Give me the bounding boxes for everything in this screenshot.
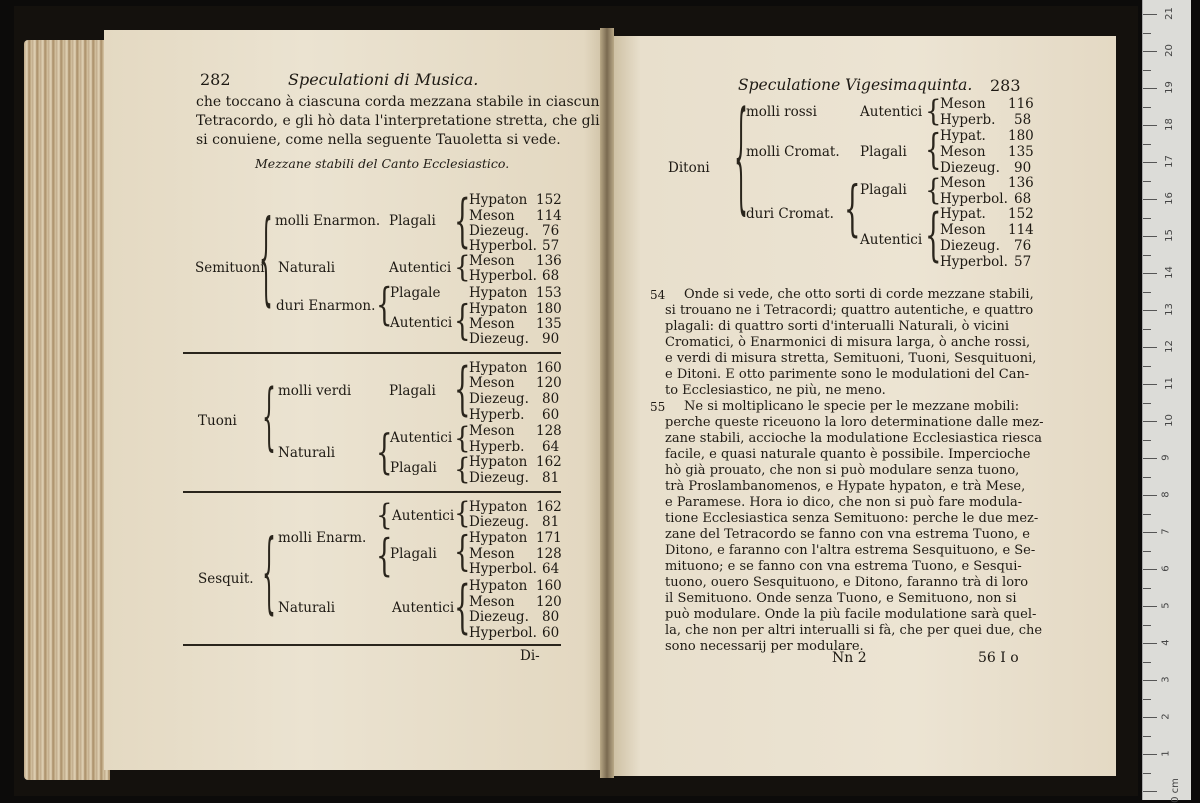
ruler-minor-tick [1143,662,1151,663]
ruler-label: 3 [1160,676,1172,683]
ruler-major-tick [1143,88,1157,89]
ruler-major-tick [1143,199,1157,200]
mode-label: Plagali [860,182,907,198]
subgroup-label: Naturali [278,600,336,616]
brace: { [454,528,471,577]
ruler-label: 16 [1163,192,1175,205]
subgroup-label: molli verdi [278,383,352,399]
mode-label: Autentici [860,104,923,120]
ruler-minor-tick [1143,736,1151,737]
string-name: Meson [469,316,515,332]
signature-mark: Nn 2 [832,650,867,666]
string-value: 114 [536,208,562,224]
ruler-major-tick [1143,717,1157,718]
paragraph-line: tione Ecclesiastica senza Semituono: perche le due mez- [665,511,1039,526]
string-name: Hyperbol. [469,625,537,641]
mode-label: Plagali [390,460,437,476]
paragraph-line: zane stabili, accioche la modulatione Ecclesiastica riesca [665,431,1042,446]
ruler-minor-tick [1143,255,1151,256]
paragraph-number: 54 [650,288,666,302]
ruler-label: 15 [1163,229,1175,242]
ruler-minor-tick [1143,107,1151,108]
brace: { [844,175,861,245]
string-value: 128 [536,423,562,439]
string-name: Hyperb. [940,112,996,128]
ruler-major-tick [1143,606,1157,607]
string-name: Meson [469,253,515,269]
ruler-major-tick [1143,569,1157,570]
mode-label: Plagali [860,144,907,160]
ruler-minor-tick [1143,440,1151,441]
brace: { [454,357,471,424]
ruler-label: 5 [1160,602,1172,609]
ruler-major-tick [1143,273,1157,274]
paragraph-line: e verdi di misura stretta, Semituoni, Tuoni, Sesquituoni, [665,351,1037,366]
ruler-minor-tick [1143,33,1151,34]
ruler-label: 10 [1163,414,1175,427]
ruler-minor-tick [1143,144,1151,145]
ruler-label: 1 [1160,750,1172,757]
brace: { [454,251,471,285]
string-name: Diezeug. [469,331,529,347]
mode-label: Autentici [390,430,453,446]
ruler-major-tick [1143,421,1157,422]
string-value: 90 [542,331,560,347]
string-name: Hyperbol. [469,238,537,254]
string-value: 90 [1014,160,1032,176]
string-name: Hyperbol. [940,191,1008,207]
catchword: Di- [520,648,540,664]
string-value: 68 [1014,191,1032,207]
paragraph-line: plagali: di quattro sorti d'interualli Naturali, ò vicini [665,319,1010,334]
string-name: Hyperbol. [469,561,537,577]
string-value: 64 [542,439,560,455]
ruler-major-tick [1143,51,1157,52]
ruler-label: 17 [1163,155,1175,168]
brace: { [376,280,393,332]
brace: { [454,497,471,531]
paragraph-line: Ditono, e faranno con l'altra estrema Sesquituono, e Se- [665,543,1036,558]
paragraph-line: facile, e quasi naturale quanto è possibile. Impercioche [665,447,1031,462]
brace: { [734,93,748,231]
string-value: 80 [542,391,560,407]
paragraph-line: trà Proslambanomenos, e Hypate hypaton, e trà Mese, [665,479,1026,494]
mode-label: Plagali [390,546,437,562]
table-rule [183,644,561,646]
table-rule [183,352,561,354]
string-value: 58 [1014,112,1032,128]
paragraph-line: perche queste riceuono la loro determinatione dalle mez- [665,415,1044,430]
ruler-label: 0 cm [1169,778,1181,803]
ruler-minor-tick [1143,218,1151,219]
group-label-semituoni: Semituoni [195,260,265,276]
ruler-minor-tick [1143,366,1151,367]
brace: { [376,531,393,583]
ruler-major-tick [1143,458,1157,459]
string-name: Hypat. [940,128,986,144]
ruler-minor-tick [1143,329,1151,330]
mode-label: Autentici [389,260,452,276]
ruler-major-tick [1143,236,1157,237]
ruler-minor-tick [1143,70,1151,71]
paragraph-line: e Paramese. Hora io dico, che non si può fare modula- [665,495,1023,510]
paragraph-line: Ne si moltiplicano le specie per le mezzane mobili: [684,399,1020,414]
brace: { [376,499,393,533]
ruler-minor-tick [1143,625,1151,626]
table-rule [183,491,561,493]
string-name: Meson [469,208,515,224]
string-value: 64 [542,561,560,577]
ruler-label: 12 [1163,340,1175,353]
string-name: Hypaton [469,454,528,470]
string-value: 171 [536,530,562,546]
string-value: 136 [536,253,562,269]
string-name: Meson [469,594,515,610]
paragraph-line: Onde si vede, che otto sorti di corde mezzane stabili, [684,287,1034,302]
brace: { [262,378,276,461]
string-name: Diezeug. [469,223,529,239]
ruler-major-tick [1143,162,1157,163]
string-name: Hypat. [940,206,986,222]
string-value: 162 [536,499,562,515]
paragraph-line: to Ecclesiastico, ne più, ne meno. [665,383,886,398]
subgroup-label: molli Enarmon. [275,213,381,229]
string-value: 80 [542,609,560,625]
string-value: 81 [542,470,560,486]
ruler-major-tick [1143,532,1157,533]
table-caption: Mezzane stabili del Canto Ecclesiastico. [255,156,510,171]
string-value: 180 [1008,128,1034,144]
paragraph-line: zane del Tetracordo se fanno con vna estrema Tuono, e [665,527,1030,542]
brace: { [454,297,471,346]
ruler-label: 11 [1163,377,1175,390]
string-name: Diezeug. [469,391,529,407]
string-value: 76 [1014,238,1032,254]
string-name: Diezeug. [469,470,529,486]
string-value: 120 [536,375,562,391]
string-value: 160 [536,578,562,594]
paragraph-line: può modulare. Onde la più facile modulatione sarà quel- [665,607,1037,622]
string-name: Hyperb. [469,439,525,455]
ruler-label: 14 [1163,266,1175,279]
string-value: 152 [1008,206,1034,222]
string-value: 57 [1014,254,1032,270]
string-name: Diezeug. [469,514,529,530]
ruler-minor-tick [1143,403,1151,404]
catalog-mark: 56 I o [978,650,1019,666]
ruler-minor-tick [1143,181,1151,182]
mode-label: Autentici [392,600,455,616]
ruler-label: 8 [1160,491,1172,498]
string-name: Hypaton [469,192,528,208]
string-value: 135 [1008,144,1034,160]
string-value: 135 [536,316,562,332]
ruler-major-tick [1143,125,1157,126]
ruler-label: 18 [1163,118,1175,131]
ruler-minor-tick [1143,551,1151,552]
string-name: Hypaton [469,499,528,515]
intro-line: si conuiene, come nella seguente Tauoletta si vede. [196,132,561,148]
mode-label: Autentici [860,232,923,248]
paragraph-line: hò già prouato, che non si può modulare senza tuono, [665,463,1020,478]
string-name: Meson [469,375,515,391]
ruler-label: 6 [1160,565,1172,572]
string-name: Hypaton [469,578,528,594]
subgroup-label: duri Enarmon. [276,298,376,314]
string-value: 114 [1008,222,1034,238]
group-label-tuoni: Tuoni [198,413,237,429]
string-name: Hypaton [469,285,528,301]
string-value: 76 [542,223,560,239]
string-value: 81 [542,514,560,530]
paragraph-line: tuono, ouero Sesquituono, e Ditono, faranno trà di loro [665,575,1029,590]
subgroup-label: Naturali [278,445,336,461]
string-value: 57 [542,238,560,254]
brace: { [925,95,942,129]
string-value: 180 [536,301,562,317]
paragraph-line: sono necessarij per modulare. [665,639,864,654]
ruler-label: 7 [1160,528,1172,535]
ruler-label: 4 [1160,639,1172,646]
paragraph-line: mituono; e se fanno con vna estrema Tuono, e Sesqui- [665,559,1022,574]
ruler-major-tick [1143,310,1157,311]
brace: { [925,126,942,175]
string-name: Meson [469,423,515,439]
paragraph-number: 55 [650,400,666,414]
ruler-major-tick [1143,680,1157,681]
ruler-minor-tick [1143,514,1151,515]
string-value: 153 [536,285,562,301]
book-gutter [600,28,614,778]
ruler-major-tick [1143,384,1157,385]
subgroup-label: molli rossi [746,104,817,120]
ruler-major-tick [1143,791,1157,792]
string-name: Diezeug. [940,160,1000,176]
right-running-head: Speculatione Vigesimaquinta. [738,76,973,94]
paragraph-line: Cromatici, ò Enarmonici di misura larga, ò anche rossi, [665,335,1031,350]
mode-label: Plagale [390,285,441,301]
measurement-ruler [1142,0,1191,803]
subgroup-label: molli Enarm. [278,530,367,546]
brace: { [454,453,471,487]
string-name: Meson [940,96,986,112]
intro-line: Tetracordo, e gli hò data l'interpretatione stretta, che gli [196,113,600,129]
ruler-label: 13 [1163,303,1175,316]
string-name: Diezeug. [940,238,1000,254]
string-value: 128 [536,546,562,562]
mode-label: Autentici [392,508,455,524]
brace: { [454,575,471,642]
ruler-minor-tick [1143,699,1151,700]
brace: { [454,189,471,256]
string-name: Hypaton [469,530,528,546]
string-value: 68 [542,268,560,284]
brace: { [925,203,942,270]
string-name: Hypaton [469,301,528,317]
left-page-number: 282 [200,70,231,89]
string-name: Meson [469,546,515,562]
right-page-number: 283 [990,76,1021,95]
brace: { [262,526,276,626]
ruler-major-tick [1143,495,1157,496]
ruler-major-tick [1143,643,1157,644]
string-name: Meson [940,175,986,191]
ruler-label: 2 [1160,713,1172,720]
ruler-minor-tick [1143,588,1151,589]
string-value: 152 [536,192,562,208]
string-name: Hyperbol. [469,268,537,284]
left-running-head: Speculationi di Musica. [288,70,479,89]
mode-label: Autentici [390,315,453,331]
brace: { [925,174,942,208]
string-value: 60 [542,625,560,641]
paragraph-line: e Ditoni. E otto parimente sono le modulationi del Can- [665,367,1030,382]
intro-line: che toccano à ciascuna corda mezzana stabile in ciascun [196,94,600,110]
ruler-minor-tick [1143,292,1151,293]
ruler-label: 19 [1163,81,1175,94]
ruler-label: 21 [1163,7,1175,20]
string-value: 136 [1008,175,1034,191]
string-value: 160 [536,360,562,376]
ruler-minor-tick [1143,477,1151,478]
group-label-ditoni: Ditoni [668,160,710,176]
string-value: 120 [536,594,562,610]
paragraph-line: la, che non per altri interualli si fà, che per quei due, che [665,623,1043,638]
ruler-label: 20 [1163,44,1175,57]
subgroup-label: Naturali [278,260,336,276]
ruler-major-tick [1143,347,1157,348]
string-name: Hypaton [469,360,528,376]
string-name: Hyperbol. [940,254,1008,270]
paragraph-line: si trouano ne i Tetracordi; quattro autentiche, e quattro [665,303,1034,318]
group-label-sesquit: Sesquit. [198,571,254,587]
subgroup-label: duri Cromat. [746,206,834,222]
mode-label: Plagali [389,383,436,399]
brace: { [454,422,471,456]
string-name: Diezeug. [469,609,529,625]
ruler-label: 9 [1160,454,1172,461]
string-name: Meson [940,222,986,238]
paragraph-line: il Semituono. Onde senza Tuono, e Semituono, non si [665,591,1017,606]
string-value: 162 [536,454,562,470]
brace: { [376,426,393,481]
brace: { [259,204,273,320]
string-name: Meson [940,144,986,160]
ruler-major-tick [1143,754,1157,755]
string-value: 116 [1008,96,1034,112]
string-value: 60 [542,407,560,423]
ruler-major-tick [1143,14,1157,15]
page-edges [24,40,110,780]
mode-label: Plagali [389,213,436,229]
subgroup-label: molli Cromat. [746,144,840,160]
ruler-minor-tick [1143,773,1151,774]
string-name: Hyperb. [469,407,525,423]
